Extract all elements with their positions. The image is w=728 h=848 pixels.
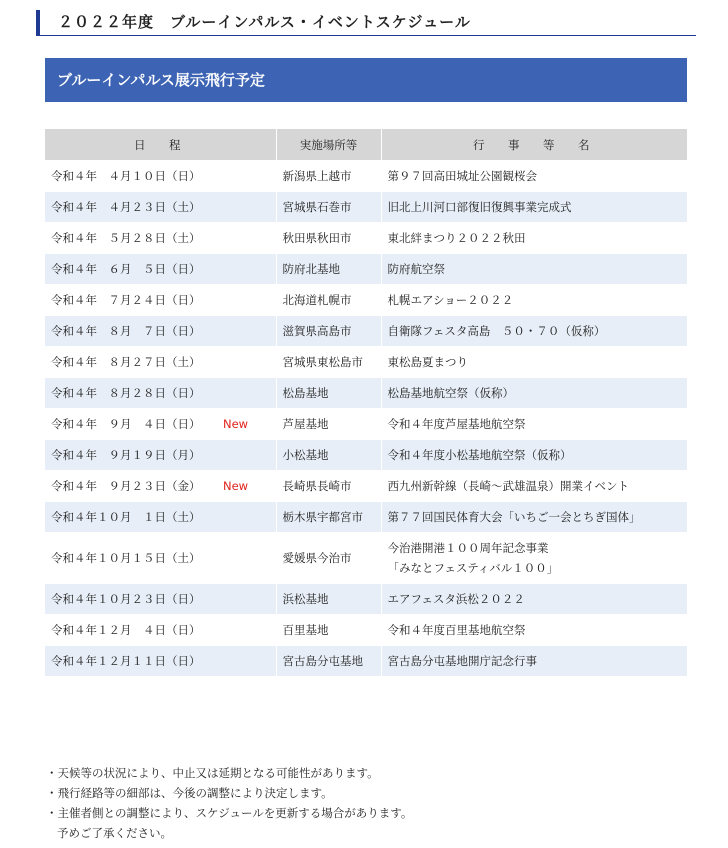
note-item: ・主催者側との調整により、スケジュールを更新する場合があります。: [46, 806, 413, 820]
date-cell: [45, 161, 276, 192]
table-row: [45, 378, 687, 409]
event-cell: [381, 409, 687, 440]
place-cell: 栃木県宇都宮市: [276, 502, 381, 533]
event-name: 東松島夏まつり: [387, 355, 468, 369]
event-cell: [381, 192, 687, 223]
event-cell: [381, 646, 687, 677]
place-cell: 新潟県上越市: [276, 161, 381, 192]
note-item: 予めご了承ください。: [57, 826, 172, 840]
table-row: [45, 254, 687, 285]
table-row: [45, 471, 687, 502]
date-cell: [45, 409, 276, 440]
event-cell: [381, 254, 687, 285]
date-cell: [45, 533, 276, 584]
place-cell: 防府北基地: [276, 254, 381, 285]
table-row: [45, 316, 687, 347]
schedule-body: [45, 161, 687, 677]
table-row: [45, 584, 687, 615]
event-date: 令和４年１２月１１日（日）: [51, 654, 201, 668]
place-cell: 芦屋基地: [276, 409, 381, 440]
place-cell: 百里基地: [276, 615, 381, 646]
event-cell: [381, 440, 687, 471]
place-cell: 松島基地: [276, 378, 381, 409]
event-name: 松島基地航空祭（仮称）: [387, 386, 514, 400]
table-row: [45, 533, 687, 584]
event-cell: [381, 471, 687, 502]
event-name: 令和４年度芦屋基地航空祭: [387, 417, 526, 431]
table-row: [45, 615, 687, 646]
event-name: 令和４年度百里基地航空祭: [387, 623, 526, 637]
place-cell: 宮城県石巻市: [276, 192, 381, 223]
new-badge: New: [223, 479, 249, 493]
page-title: ２０２２年度 ブルーインパルス・イベントスケジュール: [36, 10, 696, 36]
note-item: ・飛行経路等の細部は、今後の調整により決定します。: [46, 786, 333, 800]
event-cell: [381, 316, 687, 347]
event-name: 東北絆まつり２０２２秋田: [387, 231, 526, 245]
event-name: 「みなとフェスティバル１００」: [387, 561, 559, 575]
event-name: 防府航空祭: [387, 262, 445, 276]
event-cell: [381, 223, 687, 254]
event-cell: [381, 584, 687, 615]
date-cell: [45, 347, 276, 378]
place-cell: 小松基地: [276, 440, 381, 471]
date-cell: [45, 192, 276, 223]
place-cell: 秋田県秋田市: [276, 223, 381, 254]
event-name: 札幌エアショー２０２２: [387, 293, 514, 307]
place-cell: 愛媛県今治市: [276, 533, 381, 584]
event-name: 令和４年度小松基地航空祭（仮称）: [387, 448, 572, 462]
event-cell: [381, 161, 687, 192]
event-date: 令和４年 ４月１０日（日）: [51, 169, 201, 183]
date-cell: [45, 471, 276, 502]
header-place: 実施場所等: [276, 129, 381, 161]
place-cell: 北海道札幌市: [276, 285, 381, 316]
table-row: [45, 285, 687, 316]
place-cell: 長崎県長崎市: [276, 471, 381, 502]
place-cell: 滋賀県高島市: [276, 316, 381, 347]
date-cell: [45, 378, 276, 409]
event-name: 宮古島分屯基地開庁記念行事: [387, 654, 537, 668]
event-name: 今治港開港１００周年記念事業: [387, 541, 549, 555]
event-date: 令和４年 ９月１９日（月）: [51, 448, 201, 462]
event-date: 令和４年 ８月 ７日（日）: [51, 324, 201, 338]
event-date: 令和４年 ９月 ４日（日）: [51, 417, 201, 431]
event-name: 第９７回高田城址公園観桜会: [387, 169, 537, 183]
event-date: 令和４年１０月１５日（土）: [51, 551, 201, 565]
place-cell: 宮城県東松島市: [276, 347, 381, 378]
table-header-row: [45, 129, 687, 161]
event-cell: [381, 615, 687, 646]
date-cell: [45, 584, 276, 615]
place-cell: 宮古島分屯基地: [276, 646, 381, 677]
event-date: 令和４年 ４月２３日（土）: [51, 200, 201, 214]
date-cell: [45, 615, 276, 646]
event-date: 令和４年 ９月２３日（金）: [51, 479, 201, 493]
event-name: 旧北上川河口部復旧復興事業完成式: [387, 200, 572, 214]
date-cell: [45, 254, 276, 285]
event-name: エアフェスタ浜松２０２２: [387, 592, 525, 606]
date-cell: [45, 646, 276, 677]
event-name: 第７７回国民体育大会「いちご一会とちぎ国体」: [387, 510, 641, 524]
table-row: [45, 223, 687, 254]
event-date: 令和４年 ８月２７日（土）: [51, 355, 201, 369]
table-row: [45, 409, 687, 440]
table-row: [45, 192, 687, 223]
event-name: 自衛隊フェスタ高島 ５０・７０（仮称）: [387, 324, 606, 338]
date-cell: [45, 440, 276, 471]
event-cell: [381, 347, 687, 378]
place-cell: 浜松基地: [276, 584, 381, 615]
date-cell: [45, 316, 276, 347]
event-date: 令和４年 ８月２８日（日）: [51, 386, 201, 400]
date-cell: [45, 502, 276, 533]
date-cell: [45, 285, 276, 316]
header-date: 日 程: [45, 129, 276, 161]
event-name: 西九州新幹線（長崎～武雄温泉）開業イベント: [387, 479, 629, 493]
event-date: 令和４年 ７月２４日（日）: [51, 293, 201, 307]
section-banner: ブルーインパルス展示飛行予定: [45, 58, 687, 102]
event-date: 令和４年１０月 １日（土）: [51, 510, 201, 524]
table-row: [45, 502, 687, 533]
table-row: [45, 440, 687, 471]
notes: [46, 763, 686, 843]
header-event: 行 事 等 名: [381, 129, 687, 161]
table-row: [45, 161, 687, 192]
event-cell: [381, 533, 687, 584]
table-row: [45, 347, 687, 378]
table-row: [45, 646, 687, 677]
note-item: ・天候等の状況により、中止又は延期となる可能性があります。: [46, 766, 379, 780]
event-cell: [381, 378, 687, 409]
date-cell: [45, 223, 276, 254]
event-date: 令和４年 ６月 ５日（日）: [51, 262, 201, 276]
event-date: 令和４年１０月２３日（日）: [51, 592, 201, 606]
schedule-table: [45, 129, 687, 676]
event-cell: [381, 502, 687, 533]
event-date: 令和４年 ５月２８日（土）: [51, 231, 201, 245]
event-date: 令和４年１２月 ４日（日）: [51, 623, 201, 637]
event-cell: [381, 285, 687, 316]
new-badge: New: [223, 417, 249, 431]
